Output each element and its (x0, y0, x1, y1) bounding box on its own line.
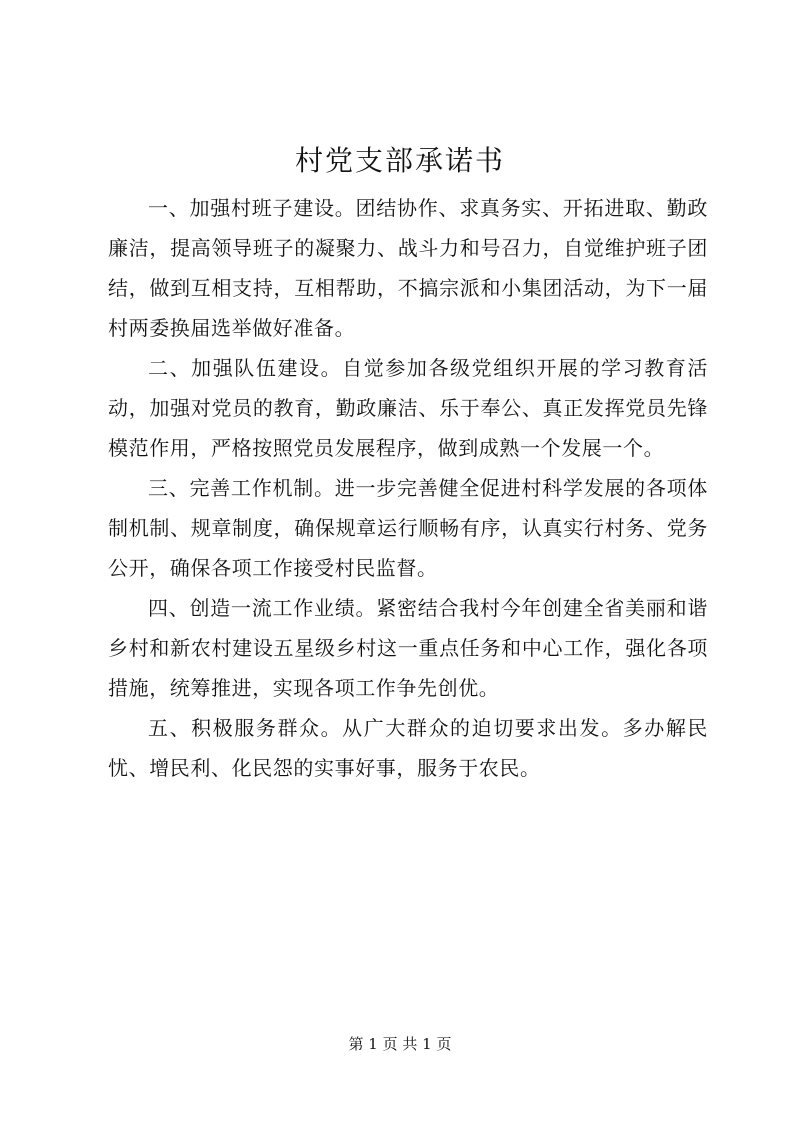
document-body (108, 188, 708, 788)
paragraph-5: 五、积极服务群众。从广大群众的迫切要求出发。多办解民忧、增民利、化民怨的实事好事，服务于农民。 (108, 716, 708, 780)
page-footer: 第 1 页 共 1 页 (348, 1035, 452, 1053)
paragraph-1: 一、加强村班子建设。团结协作、求真务实、开拓进取、勤政廉洁，提高领导班子的凝聚力、战斗力和号召力，自觉维护班子团结，做到互相支持，互相帮助，不搞宗派和小集团活动，为下一届村两委换届选举做好准备。 (108, 196, 708, 340)
paragraph-3: 三、完善工作机制。进一步完善健全促进村科学发展的各项体制机制、规章制度，确保规章运行顺畅有序，认真实行村务、党务公开，确保各项工作接受村民监督。 (108, 476, 708, 580)
document-title: 村党支部承诺书 (294, 144, 505, 177)
paragraph-4: 四、创造一流工作业绩。紧密结合我村今年创建全省美丽和谐乡村和新农村建设五星级乡村这一重点任务和中心工作，强化各项措施，统筹推进，实现各项工作争先创优。 (108, 596, 708, 700)
paragraph-2: 二、加强队伍建设。自觉参加各级党组织开展的学习教育活动，加强对党员的教育，勤政廉洁、乐于奉公、真正发挥党员先锋模范作用，严格按照党员发展程序，做到成熟一个发展一个。 (108, 356, 708, 460)
